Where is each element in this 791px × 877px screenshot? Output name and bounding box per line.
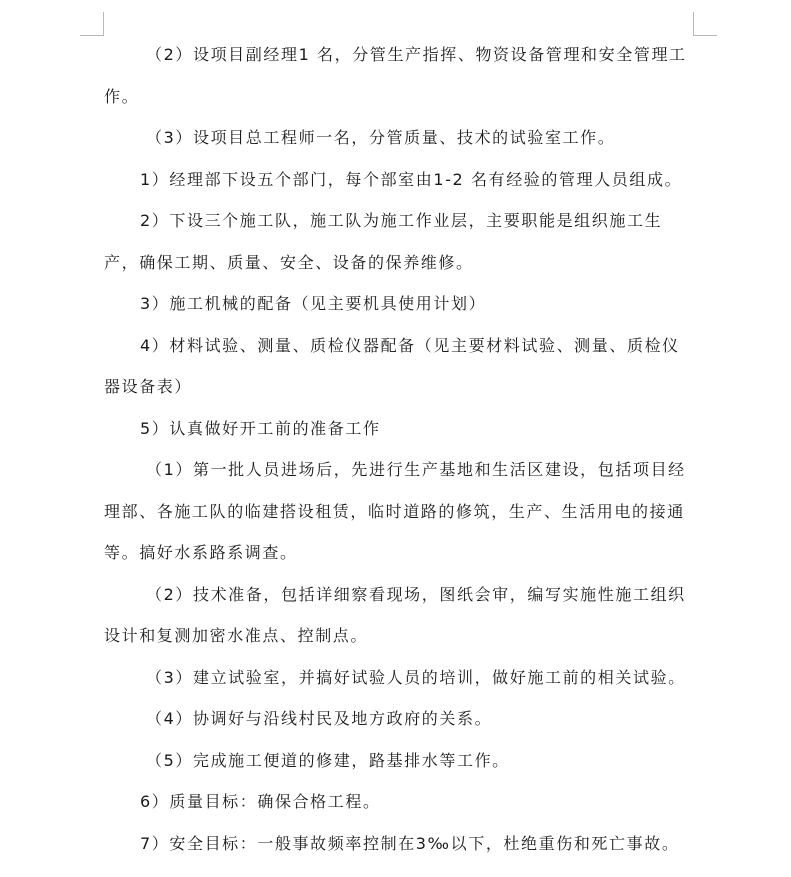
paragraph-coordination: （4）协调好与沿线村民及地方政府的关系。 (146, 709, 493, 728)
paragraph-preparation: 5）认真做好开工前的准备工作 (140, 418, 381, 438)
paragraph-chief-engineer: （3）设项目总工程师一名，分管质量、技术的试验室工作。 (146, 128, 616, 147)
paragraph-construction-teams: 2）下设三个施工队，施工队为施工作业层，主要职能是组织施工生产，确保工期、质量、安全、设备的保养维修。 (104, 211, 663, 272)
paragraph-access-road: （5）完成施工便道的修建，路基排水等工作。 (146, 750, 510, 770)
paragraph-technical-prep: （2）技术准备，包括详细察看现场，图纸会审，编写实施性施工组织设计和复测加密水准点、控制点。 (104, 584, 686, 645)
top-right-crop-mark (693, 12, 717, 36)
paragraph-quality-goal: 6）质量目标：确保合格工程。 (140, 792, 381, 811)
paragraph-site-setup: （1）第一批人员进场后，先进行生产基地和生活区建设，包括项目经理部、各施工队的临建搭设租赁，临时道路的修筑，生产、生活用电的接通等。搞好水系路系调查。 (104, 460, 686, 562)
paragraph-safety-goal: 7）安全目标：一般事故频率控制在3‰以下，杜绝重伤和死亡事故。 (140, 833, 680, 853)
paragraph-instruments: 4）材料试验、测量、质检仪器配备（见主要材料试验、测量、质检仪器设备表） (104, 335, 680, 396)
document-body (104, 34, 694, 864)
paragraph-departments: 1）经理部下设五个部门，每个部室由1-2 名有经验的管理人员组成。 (140, 169, 683, 189)
top-left-crop-mark (80, 12, 104, 36)
paragraph-machinery: 3）施工机械的配备（见主要机具使用计划） (140, 294, 487, 313)
paragraph-deputy-manager: （2）设项目副经理1 名，分管生产指挥、物资设备管理和安全管理工作。 (104, 45, 687, 106)
paragraph-laboratory: （3）建立试验室，并搞好试验人员的培训，做好施工前的相关试验。 (146, 667, 686, 687)
